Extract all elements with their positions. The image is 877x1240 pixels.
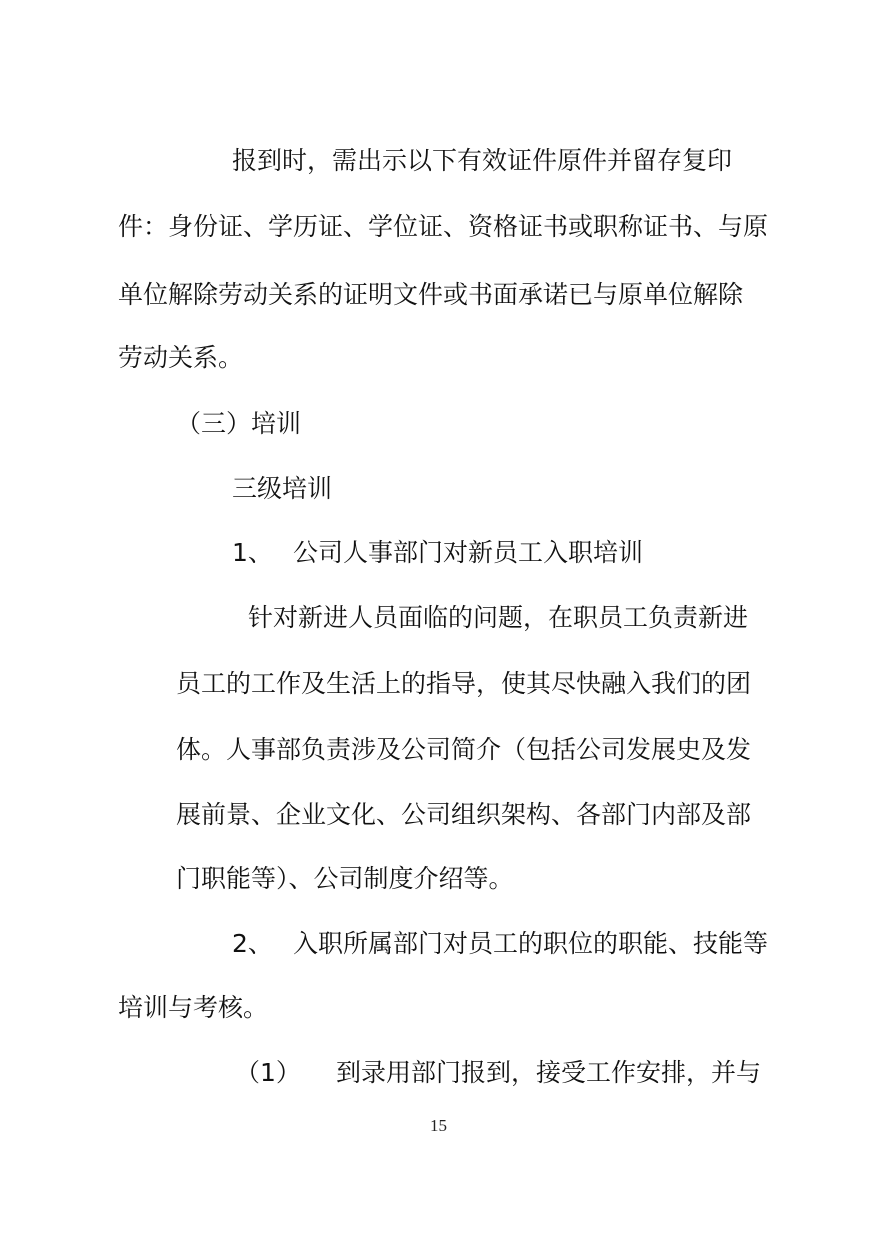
paragraph-line: 报到时，需出示以下有效证件原件并留存复印 xyxy=(232,146,733,175)
paragraph-line: 件：身份证、学历证、学位证、资格证书或职称证书、与原 xyxy=(118,212,769,241)
paragraph-line: 劳动关系。 xyxy=(118,343,244,372)
sub-item-text: 到录用部门报到，接受工作安排，并与 xyxy=(336,1058,762,1087)
paragraph-line: 体。人事部负责涉及公司简介（包括公司发展史及发 xyxy=(176,735,752,764)
subheading: 三级培训 xyxy=(232,474,333,503)
paragraph-line: 针对新进人员面临的问题，在职员工负责新进 xyxy=(248,603,749,632)
paragraph-line: 单位解除劳动关系的证明文件或书面承诺已与原单位解除 xyxy=(118,280,744,309)
paragraph-line: 培训与考核。 xyxy=(118,993,269,1022)
list-item-number: 2、 xyxy=(232,929,273,958)
list-item-title: 公司人事部门对新员工入职培训 xyxy=(293,538,644,567)
paragraph-line: 员工的工作及生活上的指导，使其尽快融入我们的团 xyxy=(176,669,752,698)
section-heading: （三）培训 xyxy=(176,409,302,438)
list-item-title: 入职所属部门对员工的职位的职能、技能等 xyxy=(293,929,769,958)
paragraph-line: 门职能等）、公司制度介绍等。 xyxy=(176,864,514,893)
list-item-number: 1、 xyxy=(232,538,273,567)
paragraph-line: 展前景、企业文化、公司组织架构、各部门内部及部 xyxy=(176,800,752,829)
page-number: 15 xyxy=(430,1116,447,1135)
sub-item-number: （1） xyxy=(235,1058,301,1087)
